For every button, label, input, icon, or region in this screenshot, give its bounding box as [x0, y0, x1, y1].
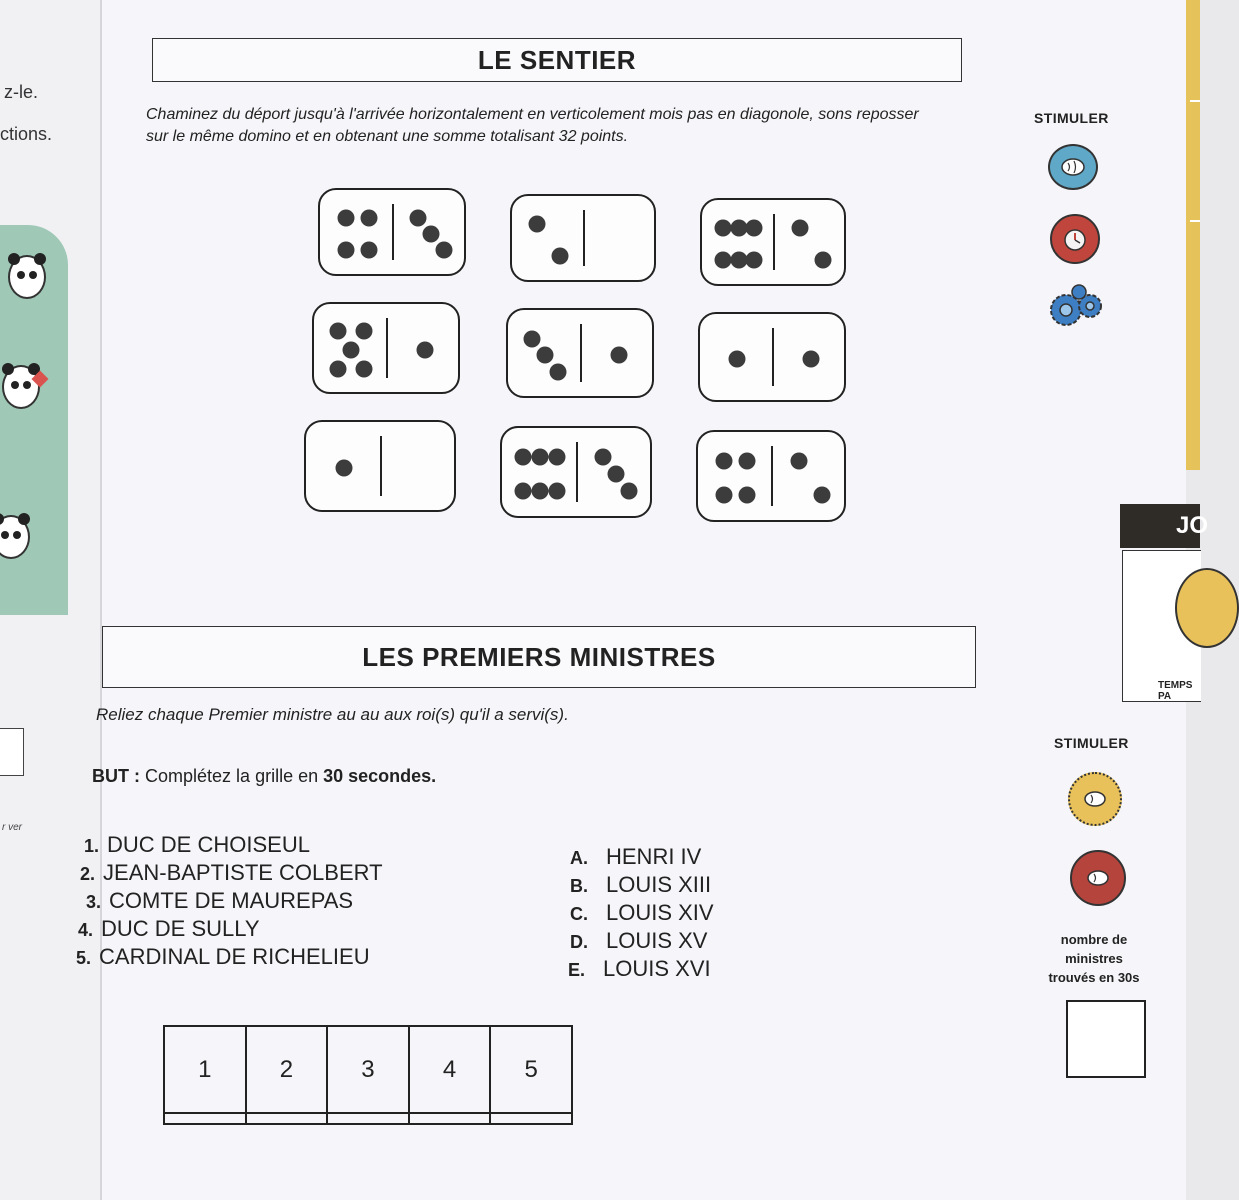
- instruction-line-1: Chaminez du déport jusqu'à l'arrivée horizontalement en verticolement mois pas en diagonole, sons reposser: [146, 106, 919, 123]
- domino-divider: [392, 204, 394, 260]
- king-name: LOUIS XIII: [606, 872, 712, 897]
- minister-name: DUC DE SULLY: [101, 916, 260, 941]
- count-label: [1048, 930, 1140, 987]
- minister-item: [76, 944, 370, 970]
- domino-pip: [515, 483, 532, 500]
- minister-item: [86, 888, 353, 914]
- domino-divider: [580, 324, 582, 382]
- count-answer-box[interactable]: [1066, 1000, 1146, 1078]
- adjacent-left-page: [0, 0, 102, 1200]
- minister-number: 2.: [80, 864, 96, 884]
- domino-pip: [814, 252, 831, 269]
- domino-pip: [790, 453, 807, 470]
- minister-name: CARDINAL DE RICHELIEU: [99, 944, 370, 969]
- count-label-line-2: ministres: [1065, 951, 1123, 966]
- domino-pip: [803, 351, 820, 368]
- left-page-fragment-1: z-le.: [4, 82, 39, 102]
- domino-2[interactable]: [510, 194, 656, 282]
- exercise-title-text: LES PREMIERS MINISTRES: [362, 641, 716, 672]
- exercise-instruction-ministres: Reliez chaque Premier ministre au au aux roi(s) qu'il a servi(s).: [96, 705, 569, 724]
- clock-icon: [1175, 568, 1239, 648]
- domino-5[interactable]: [506, 308, 654, 398]
- domino-pip: [730, 220, 747, 237]
- domino-divider: [773, 214, 775, 270]
- domino-3[interactable]: [700, 198, 846, 286]
- domino-pip: [548, 449, 565, 466]
- king-letter: B.: [570, 876, 588, 896]
- minister-name: COMTE DE MAUREPAS: [109, 888, 354, 913]
- domino-pip: [532, 449, 549, 466]
- goal-label: BUT :: [92, 766, 140, 786]
- minister-number: 3.: [86, 892, 102, 912]
- minister-item: [84, 832, 310, 858]
- domino-pip: [739, 453, 756, 470]
- domino-8[interactable]: [500, 426, 652, 518]
- king-name: LOUIS XVI: [603, 956, 711, 981]
- domino-pip: [355, 361, 372, 378]
- domino-pip: [548, 483, 565, 500]
- left-page-box: [0, 728, 24, 776]
- temps-label: TEMPS PA: [1158, 680, 1193, 702]
- king-item: [570, 872, 711, 898]
- minister-item: [80, 860, 383, 886]
- left-page-side-text: r ver: [2, 822, 22, 833]
- grid-answer-cell[interactable]: [327, 1113, 409, 1124]
- jo-tab: [1120, 504, 1209, 548]
- domino-7[interactable]: [304, 420, 456, 512]
- domino-pip: [532, 483, 549, 500]
- domino-pip: [360, 210, 377, 227]
- minister-number: 5.: [76, 948, 92, 968]
- king-letter: A.: [570, 848, 588, 868]
- domino-pip: [730, 252, 747, 269]
- domino-pip: [714, 220, 731, 237]
- stimuler-label-1: STIMULER: [1034, 110, 1109, 126]
- domino-pip: [410, 210, 427, 227]
- domino-pip: [537, 347, 554, 364]
- minister-name: DUC DE CHOISEUL: [107, 832, 310, 857]
- domino-pip: [524, 330, 541, 347]
- domino-pip: [739, 487, 756, 504]
- king-item: [568, 956, 711, 982]
- domino-pip: [611, 347, 628, 364]
- domino-9[interactable]: [696, 430, 846, 522]
- answer-grid: [163, 1025, 573, 1125]
- domino-pip: [330, 361, 347, 378]
- king-item: [570, 844, 701, 870]
- domino-pip: [343, 342, 360, 359]
- grid-header-cell: 3: [327, 1026, 409, 1113]
- king-letter: D.: [570, 932, 588, 952]
- domino-pip: [549, 363, 566, 380]
- minister-item: [78, 916, 260, 942]
- domino-pip: [423, 226, 440, 243]
- grid-answer-cell[interactable]: [246, 1113, 328, 1124]
- domino-divider: [386, 318, 388, 378]
- grid-answer-cell[interactable]: [164, 1113, 246, 1124]
- grid-header-cell: 4: [409, 1026, 491, 1113]
- grid-header-cell: 1: [164, 1026, 246, 1113]
- minister-number: 1.: [84, 836, 100, 856]
- grid-header-cell: 5: [490, 1026, 572, 1113]
- goal-text: [92, 766, 436, 787]
- domino-pip: [551, 248, 568, 265]
- minister-name: JEAN-BAPTISTE COLBERT: [103, 860, 383, 885]
- king-name: LOUIS XIV: [606, 900, 714, 925]
- minister-number: 4.: [78, 920, 94, 940]
- instruction-line-2: sur le même domino et en obtenant une somme totalisant 32 points.: [146, 128, 629, 145]
- domino-pip: [594, 449, 611, 466]
- domino-pip: [337, 242, 354, 259]
- grid-answer-row: [164, 1113, 572, 1124]
- domino-pip: [435, 242, 452, 259]
- brain-yellow-icon: [1068, 772, 1122, 826]
- king-name: LOUIS XV: [606, 928, 708, 953]
- panda-illustration: [0, 225, 68, 615]
- exercise-title-sentier: [152, 38, 962, 82]
- brain-red-icon: [1070, 850, 1126, 906]
- grid-header-row: [164, 1026, 572, 1113]
- domino-pip: [621, 483, 638, 500]
- grid-answer-cell[interactable]: [409, 1113, 491, 1124]
- domino-divider: [772, 328, 774, 386]
- domino-pip: [715, 453, 732, 470]
- exercise-instruction-sentier: [146, 104, 986, 148]
- domino-pip: [515, 449, 532, 466]
- domino-pip: [337, 210, 354, 227]
- domino-pip: [792, 220, 809, 237]
- domino-pip: [608, 466, 625, 483]
- grid-header-cell: 2: [246, 1026, 328, 1113]
- domino-pip: [330, 322, 347, 339]
- king-letter: C.: [570, 904, 588, 924]
- goal-time: 30 secondes.: [323, 766, 437, 786]
- domino-4[interactable]: [312, 302, 460, 394]
- domino-pip: [360, 242, 377, 259]
- stopwatch-icon: [1050, 214, 1100, 264]
- domino-pip: [714, 252, 731, 269]
- left-page-fragment-2: ctions.: [0, 124, 53, 144]
- domino-6[interactable]: [698, 312, 846, 402]
- king-item: [570, 928, 707, 954]
- domino-pip: [529, 216, 546, 233]
- domino-divider: [576, 442, 578, 502]
- count-label-line-3: trouvés en 30s: [1048, 970, 1140, 985]
- domino-divider: [583, 210, 585, 266]
- domino-pip: [746, 252, 763, 269]
- king-letter: E.: [568, 960, 586, 980]
- domino-divider: [380, 436, 382, 496]
- exercise-title-ministres: [102, 626, 976, 688]
- workbook-page: [102, 0, 1186, 1200]
- count-label-line-1: nombre de: [1060, 932, 1128, 947]
- brain-icon: [1048, 144, 1098, 190]
- exercise-title-text: LE SENTIER: [477, 44, 637, 75]
- domino-divider: [771, 446, 773, 506]
- domino-pip: [814, 487, 831, 504]
- stimuler-label-2: STIMULER: [1054, 735, 1129, 751]
- grid-answer-cell[interactable]: [490, 1113, 572, 1124]
- goal-description: Complétez la grille en: [145, 766, 319, 786]
- domino-pip: [729, 351, 746, 368]
- domino-pip: [746, 220, 763, 237]
- king-item: [570, 900, 714, 926]
- gears-icon: [1046, 284, 1106, 330]
- domino-pip: [715, 487, 732, 504]
- right-edge-strip: [1186, 0, 1200, 470]
- domino-pip: [355, 322, 372, 339]
- domino-1[interactable]: [318, 188, 466, 276]
- domino-pip: [336, 460, 353, 477]
- domino-pip: [417, 342, 434, 359]
- jo-tab-text: JO: [1176, 512, 1209, 539]
- king-name: HENRI IV: [606, 844, 702, 869]
